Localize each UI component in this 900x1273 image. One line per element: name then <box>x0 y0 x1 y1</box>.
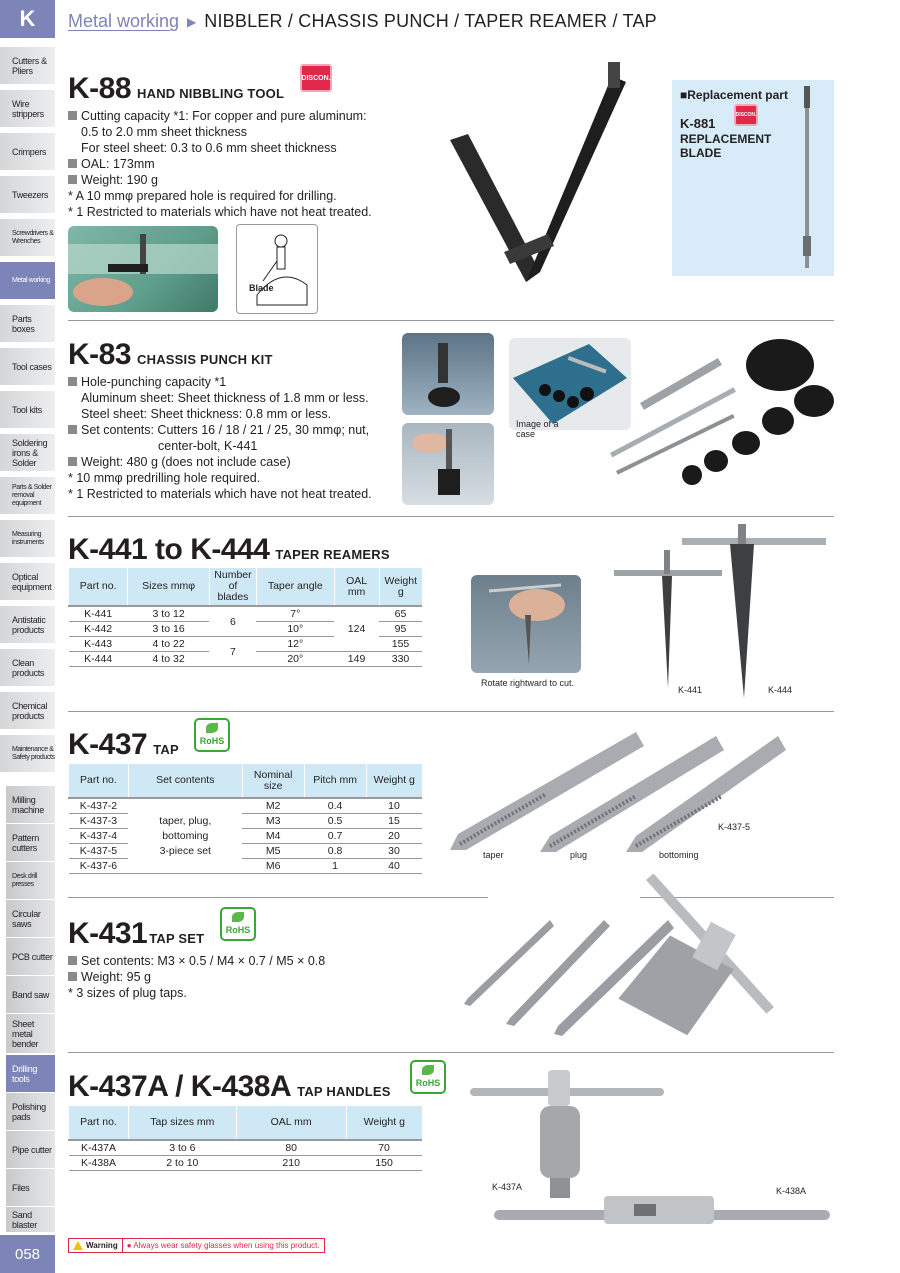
sidebar-item-label: Polishing pads <box>12 1101 46 1122</box>
column-header: Tap sizes mm <box>128 1106 236 1140</box>
sidebar-item-sheet-metal-bender[interactable] <box>6 1014 55 1054</box>
sidebar-item-milling[interactable] <box>6 786 55 824</box>
cell-part: K-437-2 <box>69 798 129 814</box>
sidebar-item-label: Sheet metal bender <box>12 1018 39 1049</box>
cell-weight: 15 <box>366 814 422 829</box>
sidebar-item-label: Band saw <box>12 989 50 1000</box>
replacement-desc-line: REPLACEMENT <box>680 132 772 146</box>
sidebar-item-drilling-tools[interactable] <box>6 1055 55 1093</box>
spec-line: Set contents: M3 × 0.5 / M4 × 0.7 / M5 × 0.8 <box>81 954 326 968</box>
product-name: TAP HANDLES <box>297 1084 391 1099</box>
sidebar-item-wire-strippers[interactable] <box>0 90 55 128</box>
hand-with-tool-icon <box>68 226 218 312</box>
sidebar-item-screwdrivers[interactable] <box>0 219 55 257</box>
bullet-icon <box>68 457 77 466</box>
spec-line: For steel sheet: 0.3 to 0.6 mm sheet thickness <box>81 141 337 155</box>
reamer-usage-photo <box>471 575 581 673</box>
sidebar-item-cutters[interactable] <box>0 47 55 85</box>
sidebar-item-crimpers[interactable] <box>0 133 55 171</box>
spec-line: Aluminum sheet: Sheet thickness of 1.8 mm or less. <box>81 391 369 405</box>
table-row <box>69 829 423 844</box>
sidebar-item-tool-kits[interactable] <box>0 391 55 429</box>
sidebar-item-label: Parts & Solder removal equipment <box>12 483 52 507</box>
sidebar-item-label: Pipe cutter <box>12 1144 52 1155</box>
k437-title <box>68 728 179 762</box>
bullet-icon <box>68 377 77 386</box>
table-row <box>69 844 423 859</box>
bullet-icon <box>68 111 77 120</box>
discon-badge: DISCON. <box>300 64 332 92</box>
sidebar-item-sand-blaster[interactable] <box>6 1207 55 1233</box>
tap-label: taper <box>483 850 504 860</box>
cell-weight: 155 <box>379 637 422 652</box>
sidebar-item-label: Soldering irons & Solder <box>12 437 48 468</box>
column-header: OAL mm <box>334 568 379 606</box>
section-divider <box>68 1052 834 1053</box>
cell-pitch: 0.5 <box>304 814 366 829</box>
replacement-part-box <box>672 80 834 276</box>
sidebar-item-label: Tweezers <box>12 189 49 200</box>
cell-size: 3 to 16 <box>128 622 210 637</box>
bullet-icon <box>68 159 77 168</box>
reamer-label: K-441 <box>678 685 703 695</box>
sidebar-item-label: Maintenance & Safety products <box>12 745 55 761</box>
cell-part: K-443 <box>69 637 128 652</box>
cell-oal: 124 <box>334 606 379 652</box>
sidebar-item-circular-saws[interactable] <box>6 900 55 938</box>
column-header: Part no. <box>69 764 129 798</box>
column-header: Part no. <box>69 1106 129 1140</box>
sidebar-item-label: Screwdrivers & Wrenches <box>12 229 54 245</box>
cell-weight: 65 <box>379 606 422 622</box>
section-divider <box>68 516 834 517</box>
tap-label: bottoming <box>659 850 699 860</box>
product-code: K-431 <box>68 917 148 950</box>
sidebar-item-label: Tool kits <box>12 404 42 415</box>
sidebar-item-drill-presses[interactable] <box>6 862 55 900</box>
sidebar-item-pcb-cutter[interactable] <box>6 938 55 976</box>
handles-table <box>68 1106 422 1171</box>
sidebar-item-label: Measuring instruments <box>12 530 44 546</box>
cell-weight: 10 <box>366 798 422 814</box>
k431-tap-set-image <box>462 874 812 1040</box>
cell-set-contents <box>128 798 242 874</box>
k83-specs <box>68 374 398 502</box>
sidebar-item-label: Antistatic products <box>12 614 46 635</box>
safety-warning <box>68 1238 325 1253</box>
sidebar <box>0 0 55 1273</box>
sidebar-item-tool-cases[interactable] <box>0 348 55 386</box>
handle-label: K-437A <box>492 1182 523 1192</box>
sidebar-item-maintenance[interactable] <box>0 735 55 773</box>
product-code: K-437A / K-438A <box>68 1070 292 1103</box>
sidebar-item-label: Crimpers <box>12 146 47 157</box>
cell-size: 4 to 32 <box>128 652 210 667</box>
cell-part: K-437-6 <box>69 859 129 874</box>
warning-label-box <box>69 1239 123 1252</box>
rohs-badge: RoHS <box>220 907 256 941</box>
column-header: Part no. <box>69 568 128 606</box>
k437-taps-image <box>446 726 790 858</box>
cell-weight: 30 <box>366 844 422 859</box>
sidebar-item-soldering[interactable] <box>0 434 55 472</box>
spec-line: 0.5 to 2.0 mm sheet thickness <box>81 125 248 139</box>
spec-note: * 1 Restricted to materials which have not heat treated. <box>68 487 372 501</box>
column-header: Weight g <box>379 568 422 606</box>
k437-table <box>68 764 422 874</box>
k88-title <box>68 72 284 106</box>
spec-note: * A 10 mmφ prepared hole is required for drilling. <box>68 189 337 203</box>
spec-line: Set contents: Cutters 16 / 18 / 21 / 25, 30 mmφ; nut, <box>81 423 370 437</box>
sidebar-item-tweezers[interactable] <box>0 176 55 214</box>
sidebar-item-antistatic[interactable] <box>0 606 55 644</box>
sidebar-item-label: Wire strippers <box>12 98 44 119</box>
cell-angle: 12° <box>256 637 334 652</box>
reamers-title <box>68 533 390 567</box>
product-name: TAP SET <box>149 931 205 946</box>
sidebar-item-label: Chemical products <box>12 700 48 721</box>
cell-pitch: 0.7 <box>304 829 366 844</box>
cell-part: K-437-3 <box>69 814 129 829</box>
sidebar-item-label: Pattern cutters <box>12 832 39 853</box>
table-row <box>69 1140 423 1156</box>
cell-part: K-444 <box>69 652 128 667</box>
spec-line: OAL: 173mm <box>81 157 155 171</box>
sidebar-item-optical[interactable] <box>0 563 55 601</box>
replacement-code: K-881 <box>680 116 716 131</box>
sidebar-item-metal-working[interactable] <box>0 262 55 300</box>
sidebar-item-label: Milling machine <box>12 794 44 815</box>
cell-size: M6 <box>242 859 304 874</box>
product-code: K-437 <box>68 728 148 761</box>
column-header: Nominal size <box>242 764 304 798</box>
page-header <box>68 11 657 32</box>
k83-title <box>68 338 273 372</box>
product-name: CHASSIS PUNCH KIT <box>137 352 273 367</box>
handles-title <box>68 1070 391 1104</box>
handle-label: K-438A <box>776 1186 807 1196</box>
spec-note: * 3 sizes of plug taps. <box>68 986 187 1000</box>
cell-angle: 20° <box>256 652 334 667</box>
column-header: Number of blades <box>209 568 256 606</box>
cell-part: K-441 <box>69 606 128 622</box>
k431-specs <box>68 953 398 1001</box>
table-row <box>69 859 423 874</box>
tap-handles-image <box>468 1068 834 1232</box>
cell-blades: 6 <box>209 606 256 637</box>
bullet-icon <box>68 956 77 965</box>
replacement-heading: ■Replacement part <box>680 88 788 102</box>
set-contents-line: taper, plug, <box>159 814 212 827</box>
cell-pitch: 1 <box>304 859 366 874</box>
tap-label: plug <box>570 850 588 860</box>
sidebar-item-label: Circular saws <box>12 908 41 929</box>
spec-line: Hole-punching capacity *1 <box>81 375 227 389</box>
product-name: TAPER REAMERS <box>275 547 390 562</box>
k88-blade-diagram <box>236 224 318 314</box>
blade-diagram-icon <box>237 225 319 315</box>
cell-size: M3 <box>242 814 304 829</box>
section-letter: K <box>0 0 55 38</box>
reamer-caption: Rotate rightward to cut. <box>481 678 575 688</box>
sidebar-item-parts-boxes[interactable] <box>0 305 55 343</box>
bullet-icon <box>68 175 77 184</box>
warning-label: Warning <box>86 1241 118 1250</box>
case-caption <box>516 419 559 439</box>
spec-line: Cutting capacity *1: For copper and pure aluminum: <box>81 109 367 123</box>
cell-weight: 330 <box>379 652 422 667</box>
cell-blades: 7 <box>209 637 256 667</box>
cell-weight: 40 <box>366 859 422 874</box>
cell-angle: 7° <box>256 606 334 622</box>
k83-usage-photo-1 <box>402 333 494 415</box>
k431-title <box>68 917 204 951</box>
reamer-label: K-444 <box>768 685 793 695</box>
cell-sizes: 3 to 6 <box>128 1140 236 1156</box>
product-code: K-441 to K-444 <box>68 533 270 566</box>
table-row <box>69 1156 423 1171</box>
case-caption-line: case <box>516 429 536 439</box>
blade-label: Blade <box>249 283 274 293</box>
k83-kit-image <box>600 325 836 500</box>
column-header: Sizes mmφ <box>128 568 210 606</box>
k88-nibbler-image <box>430 62 650 302</box>
column-header: OAL mm <box>236 1106 346 1140</box>
section-divider <box>68 320 834 321</box>
chevron-right-icon: ▶ <box>187 14 197 29</box>
sidebar-item-label: Clean products <box>12 657 45 678</box>
cell-weight: 20 <box>366 829 422 844</box>
table-row <box>69 798 423 814</box>
product-code: K-88 <box>68 72 132 105</box>
sidebar-item-files[interactable] <box>6 1169 55 1207</box>
sidebar-item-label: Drilling tools <box>12 1063 38 1084</box>
cell-part: K-437-4 <box>69 829 129 844</box>
column-header: Set contents <box>128 764 242 798</box>
k88-specs <box>68 108 398 220</box>
cell-oal: 149 <box>334 652 379 667</box>
spec-line: center-bolt, K-441 <box>158 439 258 453</box>
cell-size: 3 to 12 <box>128 606 210 622</box>
cell-size: 4 to 22 <box>128 637 210 652</box>
rohs-badge: RoHS <box>194 718 230 752</box>
discon-badge: DISCON. <box>734 104 758 126</box>
cell-oal: 80 <box>236 1140 346 1156</box>
cell-part: K-437A <box>69 1140 129 1156</box>
replacement-desc <box>680 132 771 160</box>
set-contents-line: 3-piece set <box>159 844 211 857</box>
sidebar-item-clean[interactable] <box>0 649 55 687</box>
sidebar-item-label: PCB cutter <box>12 951 53 962</box>
sidebar-item-band-saw[interactable] <box>6 976 55 1014</box>
k88-usage-photo <box>68 226 218 312</box>
sidebar-item-measuring[interactable] <box>0 520 55 558</box>
cell-part: K-437-5 <box>69 844 129 859</box>
page-title: NIBBLER / CHASSIS PUNCH / TAPER REAMER / TAP <box>204 11 657 31</box>
reamers-table <box>68 568 422 667</box>
sidebar-item-pattern-cutters[interactable] <box>6 824 55 862</box>
cell-part: K-442 <box>69 622 128 637</box>
cell-pitch: 0.4 <box>304 798 366 814</box>
spec-line: Steel sheet: Sheet thickness: 0.8 mm or less. <box>81 407 332 421</box>
rohs-badge: RoHS <box>410 1060 446 1094</box>
set-contents-line: bottoming <box>162 829 209 842</box>
punch-wrench-icon <box>402 423 494 505</box>
cell-size: M4 <box>242 829 304 844</box>
sidebar-item-chemical[interactable] <box>0 692 55 730</box>
product-code: K-83 <box>68 338 132 371</box>
spec-note: * 10 mmφ predrilling hole required. <box>68 471 261 485</box>
spec-line: Weight: 190 g <box>81 173 158 187</box>
sidebar-item-label: Desk drill presses <box>12 872 37 888</box>
product-name: HAND NIBBLING TOOL <box>137 86 285 101</box>
product-name: TAP <box>153 742 179 757</box>
column-header: Weight g <box>346 1106 422 1140</box>
table-row <box>69 606 423 622</box>
replacement-desc-line: BLADE <box>680 146 722 160</box>
spec-line: Weight: 480 g (does not include case) <box>81 455 291 469</box>
breadcrumb-category[interactable]: Metal working <box>68 11 180 31</box>
sidebar-item-label: Cutters & Pliers <box>12 55 47 76</box>
k83-usage-photo-2 <box>402 423 494 505</box>
cell-sizes: 2 to 10 <box>128 1156 236 1171</box>
reamers-image <box>612 520 834 710</box>
sidebar-item-polishing-pads[interactable] <box>6 1093 55 1131</box>
cell-part: K-438A <box>69 1156 129 1171</box>
cell-weight: 150 <box>346 1156 422 1171</box>
tap-model-label: K-437-5 <box>718 822 751 832</box>
column-header: Weight g <box>366 764 422 798</box>
sidebar-item-label: Tool cases <box>12 361 52 372</box>
cell-weight: 95 <box>379 622 422 637</box>
sidebar-item-label: Metal working <box>12 276 50 284</box>
reamer-hand-icon <box>471 575 581 673</box>
column-header: Taper angle <box>256 568 334 606</box>
replacement-blade-image <box>792 86 822 272</box>
cell-size: M2 <box>242 798 304 814</box>
cell-angle: 10° <box>256 622 334 637</box>
column-header: Pitch mm <box>304 764 366 798</box>
bullet-icon <box>68 972 77 981</box>
section-divider <box>68 897 488 898</box>
sidebar-item-label: Parts boxes <box>12 313 35 334</box>
sidebar-item-pipe-cutter[interactable] <box>6 1131 55 1169</box>
spec-note: * 1 Restricted to materials which have not heat treated. <box>68 205 372 219</box>
sidebar-item-solder-removal[interactable] <box>0 477 55 515</box>
page-number: 058 <box>0 1235 55 1273</box>
cell-size: M5 <box>242 844 304 859</box>
punch-in-use-icon <box>402 333 494 415</box>
cell-weight: 70 <box>346 1140 422 1156</box>
cell-oal: 210 <box>236 1156 346 1171</box>
sidebar-item-label: Files <box>12 1182 30 1193</box>
bullet-icon <box>68 425 77 434</box>
warning-triangle-icon <box>73 1241 83 1250</box>
cell-pitch: 0.8 <box>304 844 366 859</box>
section-divider <box>68 711 834 712</box>
spec-line: Weight: 95 g <box>81 970 151 984</box>
sidebar-item-label: Optical equipment <box>12 571 52 592</box>
table-row <box>69 814 423 829</box>
warning-text: ● Always wear safety glasses when using this product. <box>126 1241 320 1250</box>
sidebar-item-label: Sand blaster <box>12 1209 37 1230</box>
case-caption-line: Image of a <box>516 419 559 429</box>
